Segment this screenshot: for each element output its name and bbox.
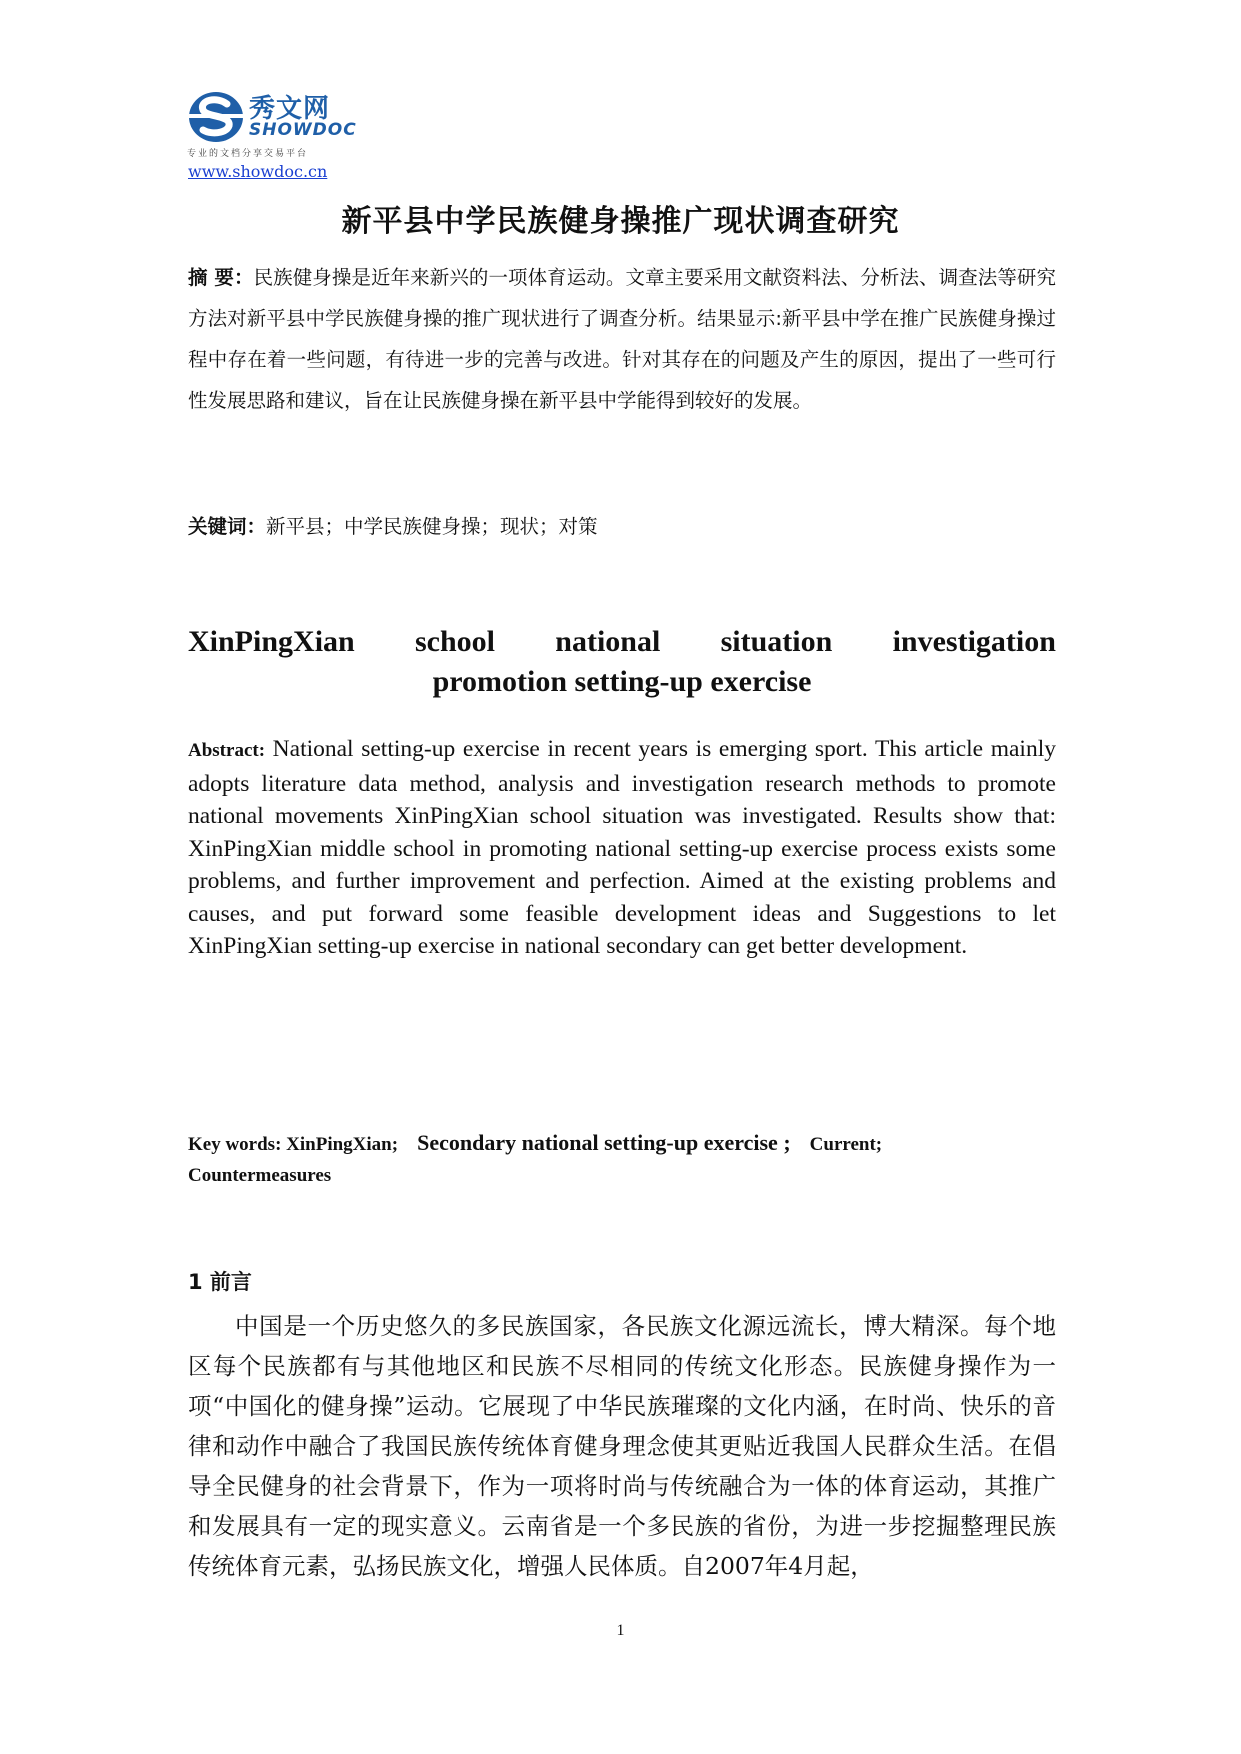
chinese-abstract-text: 民族健身操是近年来新兴的一项体育运动。文章主要采用文献资料法、分析法、调查法等研究方法对新平县中学民族健身操的推广现状进行了调查分析。结果显示:新平县中学在推广民族健身操过程中存在着一些问题，有待进一步的完善与改进。针对其存在的问题及产生的原因，提出了一些可行性发展思路和建议，旨在让民族健身操在新平县中学能得到较好的发展。 (188, 266, 1056, 412)
english-keywords-part: Countermeasures (188, 1165, 332, 1186)
english-abstract (188, 733, 1056, 963)
chinese-keywords (188, 506, 1056, 547)
logo-english-text: SHOWDOC (249, 120, 357, 140)
english-title (188, 622, 1056, 702)
chinese-keywords-label: 关键词： (188, 515, 267, 538)
site-url-link[interactable]: www.showdoc.cn (188, 162, 328, 181)
english-title-word: XinPingXian (188, 625, 355, 658)
english-title-word: school (415, 625, 496, 658)
english-keywords (188, 1127, 1056, 1191)
english-title-word: national (555, 625, 661, 658)
english-abstract-label: Abstract: (188, 740, 266, 761)
logo-chinese-text: 秀文网 (249, 94, 331, 124)
page-number: 1 (616, 1622, 625, 1639)
english-title-word: investigation (892, 625, 1056, 658)
chinese-keywords-text: 新平县；中学民族健身操；现状；对策 (266, 515, 598, 538)
english-abstract-text: National setting-up exercise in recent years is emerging sport. This article mainly adopts literature data method, analysis and investigation research methods to promote national movements XinPingXian school situation was investigated. Results show that: XinPingXian middle school in promoting national setting-up exercise process exists some problems, and further improvement and perfection. Aimed at the existing problems and causes, and put forward some feasible development ideas and Suggestions to let XinPingXian setting-up exercise in national secondary can get better development. (188, 736, 1056, 959)
showdoc-logo[interactable] (187, 90, 357, 160)
chinese-abstract-label: 摘 要： (188, 266, 254, 289)
english-keywords-part: Secondary national setting-up exercise ; (417, 1130, 791, 1155)
english-keywords-part: Key words: XinPingXian; (188, 1134, 399, 1155)
english-title-line-2: promotion setting-up exercise (432, 665, 812, 698)
english-keywords-part: Current; (809, 1134, 883, 1155)
logo-tagline: 专业的文档分享交易平台 (187, 149, 309, 159)
showdoc-s-logo-icon (187, 90, 245, 144)
section-heading: 1 前言 (188, 1270, 252, 1294)
english-title-line-1 (188, 622, 1056, 662)
body-paragraph: 中国是一个历史悠久的多民族国家，各民族文化源远流长，博大精深。每个地区每个民族都有与其他地区和民族不尽相同的传统文化形态。民族健身操作为一项“中国化的健身操”运动。它展现了中华民族璀璨的文化内涵，在时尚、快乐的音律和动作中融合了我国民族传统体育健身理念使其更贴近我国人民群众生活。在倡导全民健身的社会背景下，作为一项将时尚与传统融合为一体的体育运动，其推广和发展具有一定的现实意义。云南省是一个多民族的省份，为进一步挖掘整理民族传统体育元素，弘扬民族文化，增强人民体质。自2007年4月起， (188, 1312, 1056, 1580)
chinese-abstract (188, 257, 1056, 421)
section-body (188, 1306, 1056, 1586)
english-title-word: situation (720, 625, 833, 658)
chinese-title: 新平县中学民族健身操推广现状调查研究 (341, 204, 900, 239)
